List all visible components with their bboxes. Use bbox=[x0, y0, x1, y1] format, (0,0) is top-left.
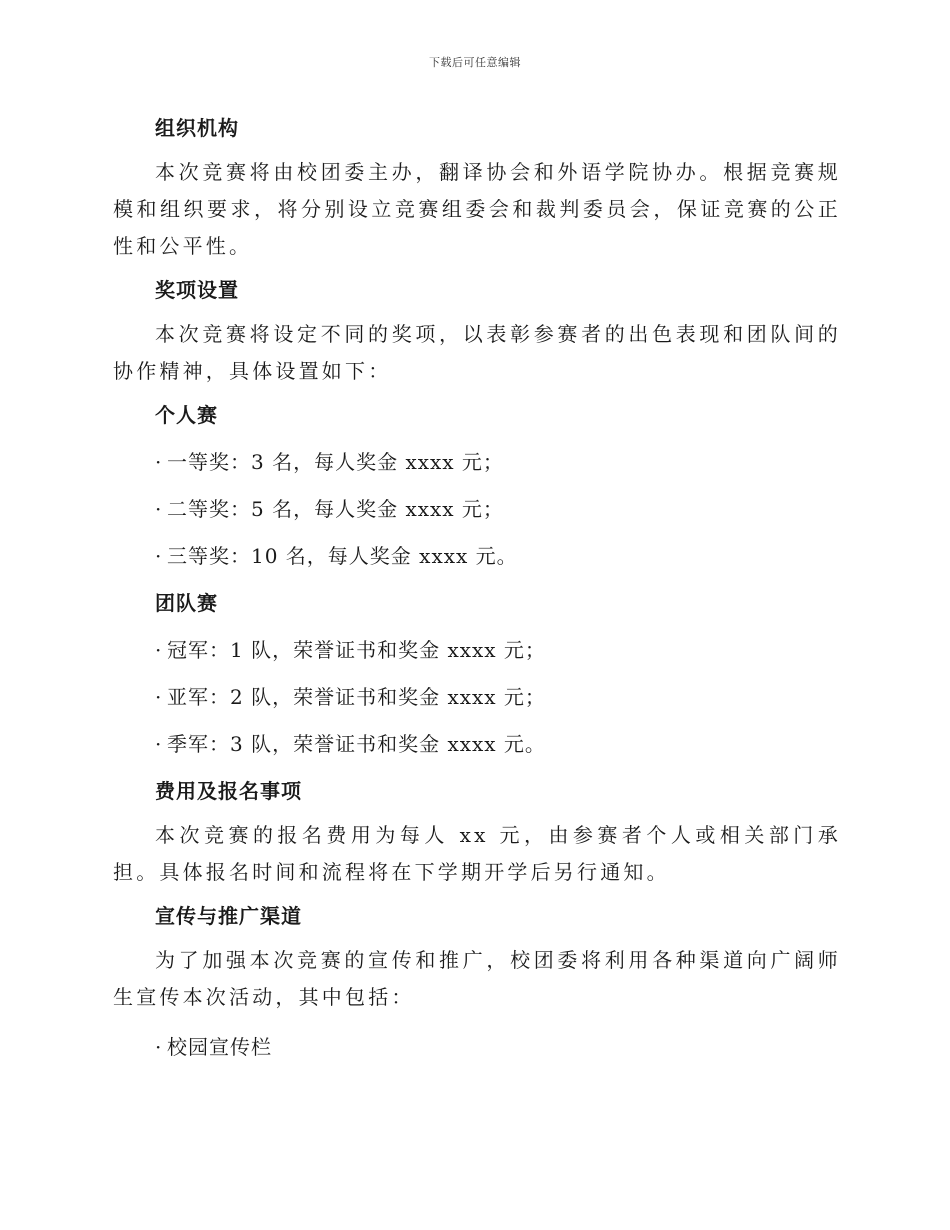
list-item bbox=[113, 446, 841, 478]
list-item bbox=[113, 493, 841, 525]
paragraph-fees: 本次竞赛的报名费用为每人 xx 元，由参赛者个人或相关部门承担。具体报名时间和流程将在下学期开学后另行通知。 bbox=[113, 823, 841, 884]
paragraph-awards: 本次竞赛将设定不同的奖项，以表彰参赛者的出色表现和团队间的协作精神，具体设置如下： bbox=[113, 322, 841, 383]
bullet-glyph: · bbox=[155, 638, 163, 662]
section-heading-fees: 费用及报名事项 bbox=[155, 779, 302, 803]
bullet-glyph: · bbox=[155, 544, 163, 568]
paragraph-org: 本次竞赛将由校团委主办，翻译协会和外语学院协办。根据竞赛规模和组织要求，将分别设立竞赛组委会和裁判委员会，保证竞赛的公正性和公平性。 bbox=[113, 160, 841, 258]
list-item bbox=[113, 540, 841, 572]
list-item bbox=[113, 634, 841, 666]
bullet-glyph: · bbox=[155, 732, 163, 756]
list-item-text: 季军：3 队，荣誉证书和奖金 xxxx 元。 bbox=[167, 732, 546, 756]
bullet-glyph: · bbox=[155, 497, 163, 521]
bullet-glyph: · bbox=[155, 685, 163, 709]
section-heading-org: 组织机构 bbox=[155, 116, 239, 140]
list-item-text: 三等奖：10 名，每人奖金 xxxx 元。 bbox=[167, 544, 518, 568]
section-heading-promo: 宣传与推广渠道 bbox=[155, 904, 302, 928]
document-body bbox=[113, 112, 841, 1063]
list-item bbox=[113, 681, 841, 713]
list-item bbox=[113, 728, 841, 760]
list-item-text: 一等奖：3 名，每人奖金 xxxx 元； bbox=[167, 450, 504, 474]
list-item-text: 校园宣传栏 bbox=[167, 1035, 272, 1059]
section-heading-individual: 个人赛 bbox=[155, 403, 218, 427]
page-header-note: 下载后可任意编辑 bbox=[429, 56, 521, 69]
section-heading-awards: 奖项设置 bbox=[155, 278, 239, 302]
list-item-text: 冠军：1 队，荣誉证书和奖金 xxxx 元； bbox=[167, 638, 546, 662]
list-item-text: 亚军：2 队，荣誉证书和奖金 xxxx 元； bbox=[167, 685, 546, 709]
bullet-glyph: · bbox=[155, 1035, 163, 1059]
paragraph-promo: 为了加强本次竞赛的宣传和推广，校团委将利用各种渠道向广阔师生宣传本次活动，其中包括： bbox=[113, 948, 841, 1009]
list-item-text: 二等奖：5 名，每人奖金 xxxx 元； bbox=[167, 497, 504, 521]
section-heading-team: 团队赛 bbox=[155, 591, 218, 615]
bullet-glyph: · bbox=[155, 450, 163, 474]
list-item bbox=[113, 1031, 841, 1063]
